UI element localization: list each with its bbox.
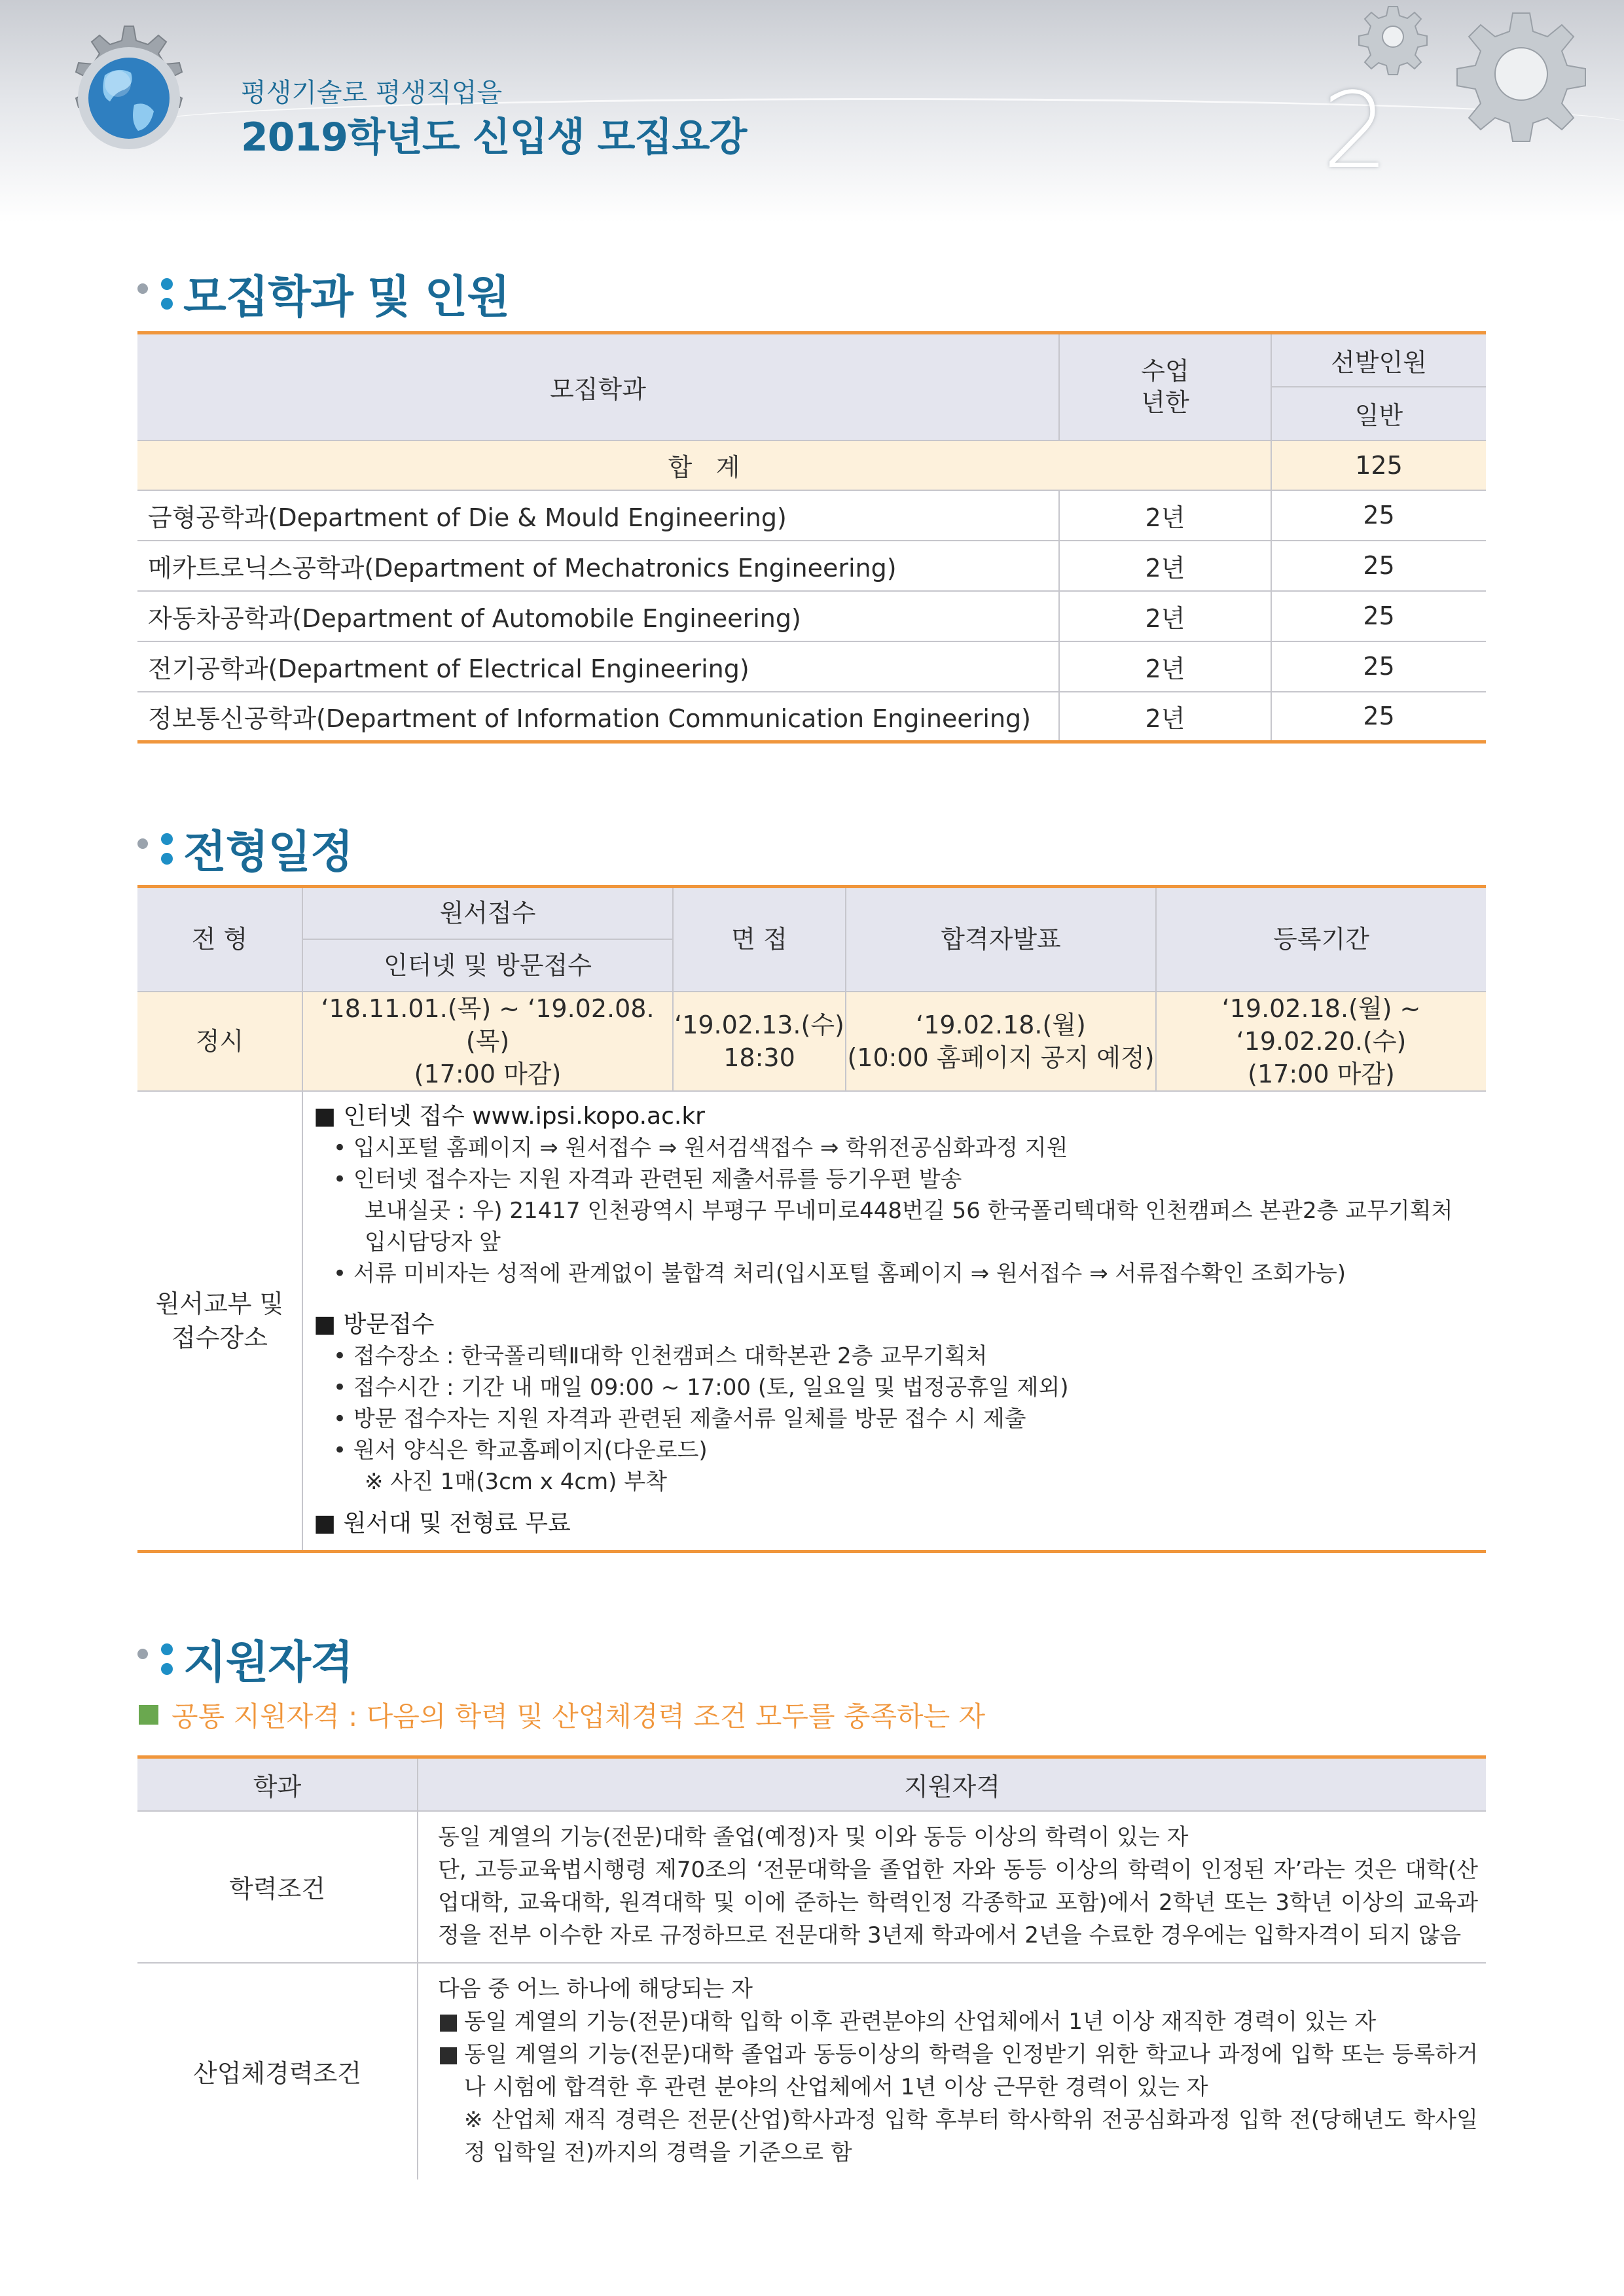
register-date: ‘19.02.18.(월) ~ ‘19.02.20.(수) <box>1221 994 1421 1056</box>
register-time: (17:00 마감) <box>1248 1059 1395 1088</box>
photo-note: ※ 사진 1매(3cm x 4cm) 부착 <box>365 1468 667 1495</box>
dept-name: 전기공학과(Department of Electrical Engineering) <box>137 641 1059 692</box>
table-row <box>137 641 1486 692</box>
dept-years: 2년 <box>1059 641 1271 692</box>
page-header <box>0 0 1624 223</box>
apply-date: ‘18.11.01.(목) ~ ‘19.02.08.(목) <box>321 994 655 1056</box>
career-text <box>418 1963 1486 2179</box>
visit-title: ■ 방문접수 <box>314 1310 435 1338</box>
bullet-dots-icon <box>137 829 183 869</box>
common-qualification <box>139 1695 985 1734</box>
bullet-dots-icon <box>137 1640 183 1679</box>
interview-date: ‘19.02.13.(수) <box>674 1010 844 1039</box>
section-title: 모집학과 및 인원 <box>183 272 510 323</box>
list-item: • 인터넷 접수자는 지원 자격과 관련된 제출서류를 등기우편 발송 <box>333 1166 962 1193</box>
apply-time: (17:00 마감) <box>414 1059 562 1088</box>
dept-count: 25 <box>1271 591 1486 641</box>
dept-name: 정보통신공학과(Department of Information Communication Engineering) <box>137 692 1059 742</box>
section-recruit-heading <box>137 262 509 325</box>
section-title: 전형일정 <box>183 827 353 878</box>
total-label: 합 계 <box>137 440 1271 490</box>
col-dept-header: 모집학과 <box>137 333 1059 440</box>
header-title: 2019학년도 신입생 모집요강 <box>241 115 747 160</box>
register-period <box>1156 992 1486 1091</box>
dept-years: 2년 <box>1059 591 1271 641</box>
col-selection-header: 선발인원 <box>1271 333 1486 387</box>
place-info <box>302 1091 1486 1552</box>
career-note: ※ 산업체 재직 경력은 전문(산업)학사과정 입학 후부터 학사학위 전공심화과정 입학 전(당해년도 학사일정 입학일 전)까지의 경력을 기준으로 함 <box>464 2106 1478 2166</box>
result-date: ‘19.02.18.(월) <box>916 1010 1086 1039</box>
list-item: • 원서 양식은 학교홈페이지(다운로드) <box>333 1437 708 1463</box>
internet-title: ■ 인터넷 접수 www.ipsi.kopo.ac.kr <box>314 1102 705 1130</box>
table-row <box>137 591 1486 641</box>
col-general-header: 일반 <box>1271 387 1486 440</box>
col-type-header: 전 형 <box>137 887 302 992</box>
common-qualification-label: 공통 지원자격 : 다음의 학력 및 산업체경력 조건 모두를 충족하는 자 <box>171 1700 986 1732</box>
list-item: ■ 동일 계열의 기능(전문)대학 입학 이후 관련분야의 산업체에서 1년 이상 재직한 경력이 있는 자 <box>438 2005 1478 2038</box>
dept-count: 25 <box>1271 490 1486 541</box>
list-item: • 서류 미비자는 성적에 관계없이 불합격 처리(입시포털 홈페이지 ⇒ 원서접수 ⇒ 서류접수확인 조회가능) <box>333 1260 1346 1287</box>
col-years-header: 수업 년한 <box>1059 333 1271 440</box>
col-interview-header: 면 접 <box>673 887 846 992</box>
globe-gear-icon <box>26 13 223 203</box>
edu-label: 학력조건 <box>137 1811 418 1963</box>
dept-name: 금형공학과(Department of Die & Mould Engineering) <box>137 490 1059 541</box>
career-intro: 다음 중 어느 하나에 해당되는 자 <box>438 1975 753 2002</box>
list-item: • 접수시간 : 기간 내 매일 09:00 ~ 17:00 (토, 일요일 및 법정공휴일 제외) <box>333 1374 1069 1401</box>
list-item: • 방문 접수자는 지원 자격과 관련된 제출서류 일체를 방문 접수 시 제출 <box>333 1405 1026 1432</box>
total-value: 125 <box>1271 440 1486 490</box>
dept-count: 25 <box>1271 692 1486 742</box>
dept-years: 2년 <box>1059 490 1271 541</box>
mail-address: 보내실곳 : 우) 21417 인천광역시 부평구 무네미로448번길 56 한국폴리텍대학 인천캠퍼스 본관2층 교무기획처 <box>365 1197 1453 1224</box>
section-qualification-heading <box>137 1627 353 1691</box>
table-row <box>137 692 1486 742</box>
page-number: 2 <box>1322 69 1389 192</box>
square-bullet-icon: ■ <box>438 2008 460 2035</box>
col-register-header: 등록기간 <box>1156 887 1486 992</box>
interview-time: 18:30 <box>723 1043 795 1072</box>
dept-name: 자동차공학과(Department of Automobile Engineering) <box>137 591 1059 641</box>
edu-line: 동일 계열의 기능(전문)대학 졸업(예정)자 및 이와 동등 이상의 학력이 있는 자 <box>438 1823 1189 1850</box>
green-square-icon <box>139 1705 158 1725</box>
interview-period <box>673 992 846 1091</box>
col-qual-header: 지원자격 <box>418 1757 1486 1811</box>
recruit-table <box>137 331 1486 744</box>
place-label: 원서교부 및 접수장소 <box>137 1091 302 1552</box>
section-title: 지원자격 <box>183 1637 353 1689</box>
mail-recipient: 입시담당자 앞 <box>365 1229 501 1255</box>
fee-note: ■ 원서대 및 전형료 무료 <box>314 1509 571 1537</box>
header-subtitle: 평생기술로 평생직업을 <box>241 78 503 108</box>
table-row <box>137 541 1486 591</box>
col-result-header: 합격자발표 <box>846 887 1156 992</box>
dept-years: 2년 <box>1059 692 1271 742</box>
col-apply-header: 원서접수 <box>302 887 673 939</box>
section-schedule-heading <box>137 817 353 880</box>
apply-period <box>302 992 673 1091</box>
dept-count: 25 <box>1271 641 1486 692</box>
edu-line: 단, 고등교육법시행령 제70조의 ‘전문대학을 졸업한 자와 동등 이상의 학력이 인정된 자’라는 것은 대학(산업대학, 교육대학, 원격대학 및 이에 준하는 학력인정 각종학교 포함)에서 2학년 또는 3학년 이상의 교육과정을 전부 이수한 자로 규정하므로 전문대학 3년제 학과에서 2년을 수료한 경우에는 입학자격이 되지 않음 <box>438 1856 1478 1948</box>
list-item: • 접수장소 : 한국폴리텍Ⅱ대학 인천캠퍼스 대학본관 2층 교무기획처 <box>333 1342 988 1369</box>
row-type: 정시 <box>137 992 302 1091</box>
bullet-dots-icon <box>137 274 183 314</box>
list-item: ■ 동일 계열의 기능(전문)대학 졸업과 동등이상의 학력을 인정받기 위한 학교나 과정에 입학 또는 등록하거나 시험에 합격한 후 관련 분야의 산업체에서 1년 이상 근무한 경력이 있는 자 <box>438 2038 1478 2104</box>
career-label: 산업체경력조건 <box>193 2059 361 2088</box>
col-apply-sub-header: 인터넷 및 방문접수 <box>302 939 673 992</box>
dept-count: 25 <box>1271 541 1486 591</box>
schedule-table <box>137 885 1486 1553</box>
square-bullet-icon: ■ <box>438 2041 460 2068</box>
col-dept-header: 학과 <box>137 1757 418 1811</box>
list-item: • 입시포털 홈페이지 ⇒ 원서접수 ⇒ 원서검색접수 ⇒ 학위전공심화과정 지원 <box>333 1134 1068 1161</box>
result-note: (10:00 홈페이지 공지 예정) <box>847 1043 1155 1072</box>
result-period <box>846 992 1156 1091</box>
qualification-table <box>137 1755 1486 2179</box>
edu-text <box>418 1811 1486 1963</box>
table-row <box>137 490 1486 541</box>
dept-name: 메카트로닉스공학과(Department of Mechatronics Engineering) <box>137 541 1059 591</box>
dept-years: 2년 <box>1059 541 1271 591</box>
